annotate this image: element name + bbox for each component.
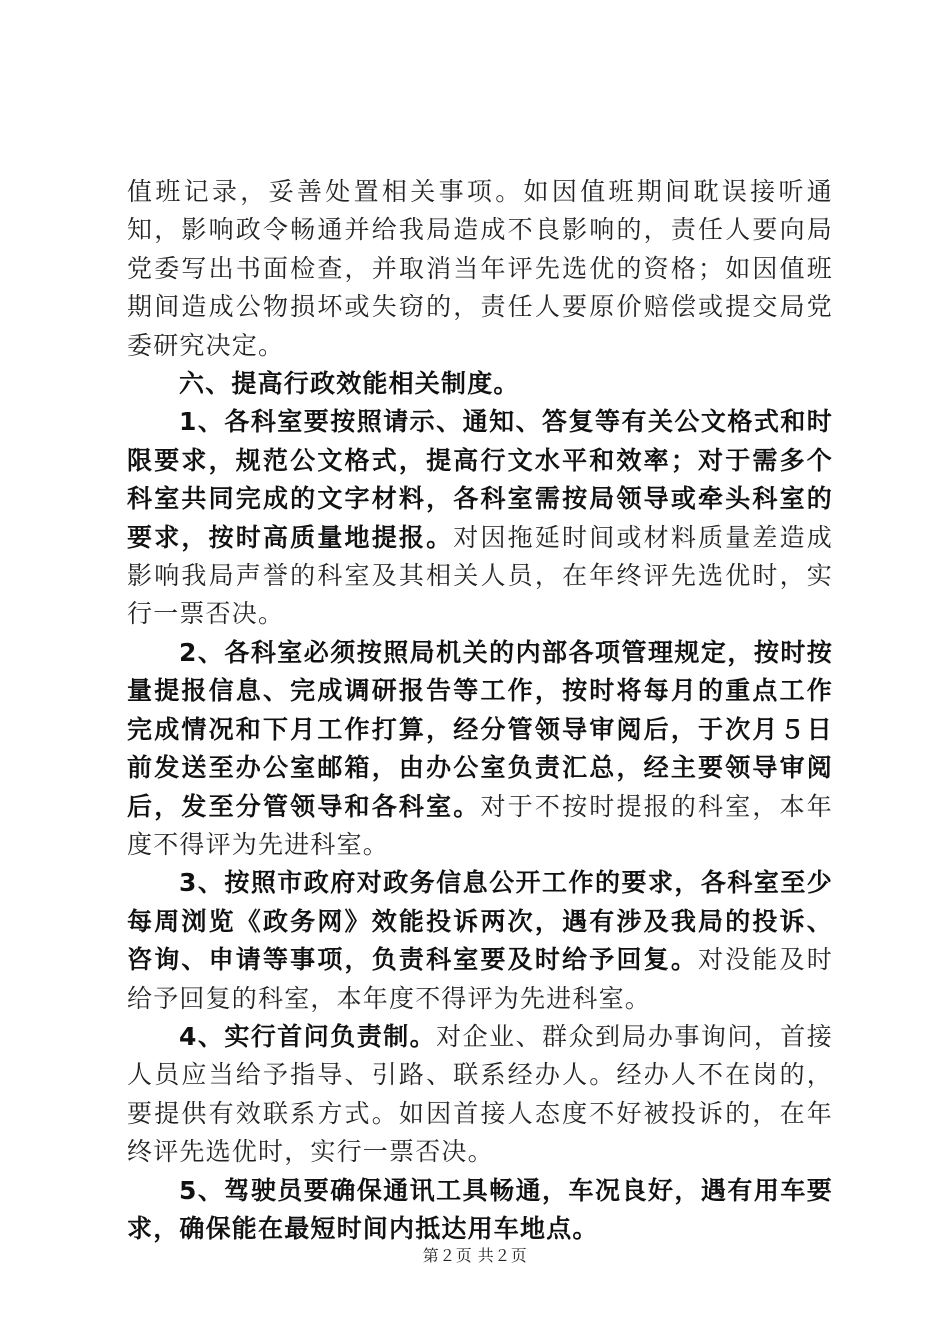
paragraph-item-2 bbox=[127, 634, 833, 864]
paragraph-bold-text: 4、实行首问负责制。 bbox=[179, 1021, 437, 1051]
paragraph-item-5 bbox=[127, 1172, 833, 1249]
paragraph-item-1 bbox=[127, 403, 833, 633]
paragraph-bold-text: 5、驾驶员要确保通讯工具畅通，车况良好，遇有用车要求，确保能在最短时间内抵达用车地点。 bbox=[127, 1175, 833, 1243]
paragraph-text: 对企业、群众到局办事询问，首接人员应当给予指导、引路、联系经办人。经办人不在岗的，要提供有效联系方式。如因首接人态度不好被投诉的，在年终评先选优时，实行一票否决。 bbox=[127, 1021, 833, 1167]
page-number-label: 第２页 共２页 bbox=[422, 1246, 528, 1265]
paragraph-text: 对没能及时给予回复的科室，本年度不得评为先进科室。 bbox=[127, 945, 833, 1013]
paragraph-item-3 bbox=[127, 864, 833, 1018]
page-footer bbox=[0, 1243, 950, 1266]
paragraph-bold-text: 1、各科室要按照请示、通知、答复等有关公文格式和时限要求，规范公文格式，提高行文水平和效率；对于需多个科室共同完成的文字材料，各科室需按局领导或牵头科室的要求，按时高质量地提报。 bbox=[127, 407, 833, 552]
paragraph-duty-record bbox=[127, 173, 833, 365]
section-heading-text: 六、提高行政效能相关制度。 bbox=[179, 369, 520, 399]
paragraph-item-4 bbox=[127, 1018, 833, 1172]
document-body bbox=[127, 173, 833, 1248]
paragraph-text: 值班记录，妥善处置相关事项。如因值班期间耽误接听通知，影响政令畅通并给我局造成不良影响的，责任人要向局党委写出书面检查，并取消当年评先选优的资格；如因值班期间造成公物损坏或失窃的，责任人要原价赔偿或提交局党委研究决定。 bbox=[127, 177, 833, 360]
paragraph-text: 对于不按时提报的科室，本年度不得评为先进科室。 bbox=[127, 791, 833, 859]
paragraph-text: 对因拖延时间或材料质量差造成影响我局声誉的科室及其相关人员，在年终评先选优时，实行一票否决。 bbox=[127, 522, 833, 629]
section-heading-six bbox=[127, 365, 833, 403]
paragraph-bold-text: 2、各科室必须按照局机关的内部各项管理规定，按时按量提报信息、完成调研报告等工作，按时将每月的重点工作完成情况和下月工作打算，经分管领导审阅后，于次月５日前发送至办公室邮箱，由办公室负责汇总，经主要领导审阅后，发至分管领导和各科室。 bbox=[127, 637, 833, 821]
paragraph-bold-text: 3、按照市政府对政务信息公开工作的要求，各科室至少每周浏览《政务网》效能投诉两次，遇有涉及我局的投诉、咨询、申请等事项，负责科室要及时给予回复。 bbox=[127, 868, 833, 975]
